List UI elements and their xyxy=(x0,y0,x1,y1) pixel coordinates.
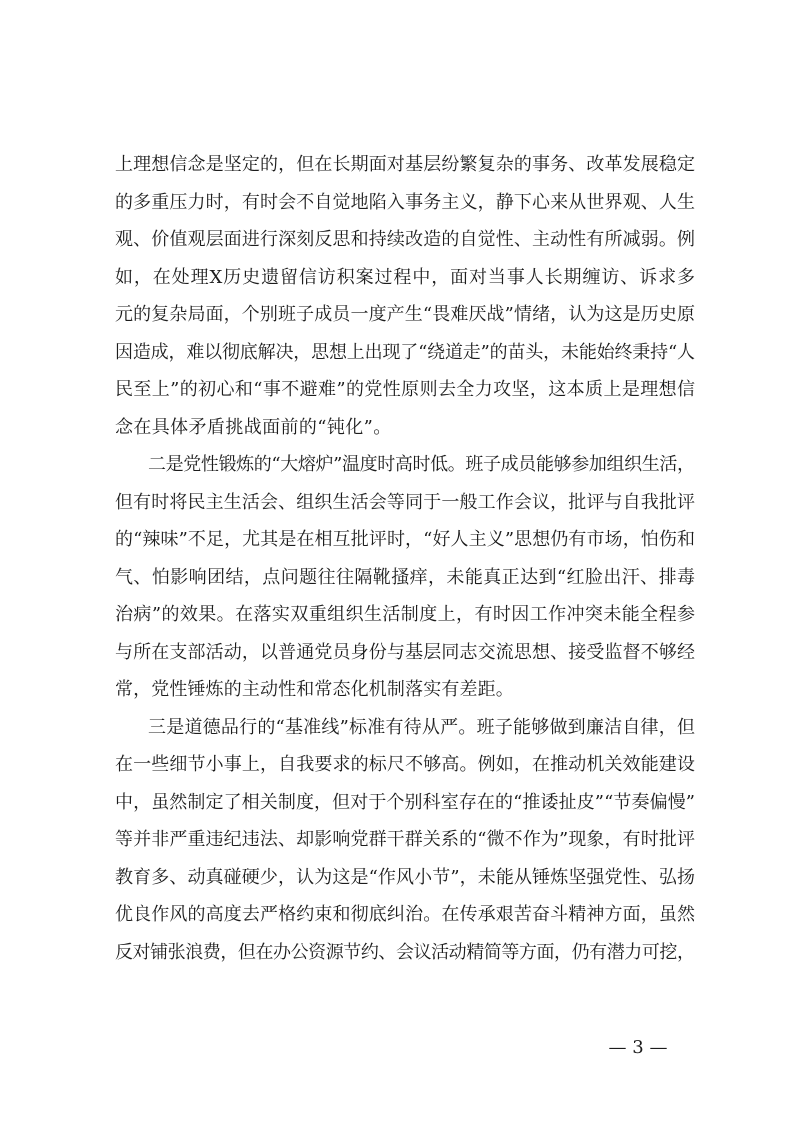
text-line xyxy=(115,221,695,259)
text-line xyxy=(115,184,695,222)
text-line xyxy=(115,371,695,409)
text-line-content: 等并非严重违纪违法、却影响党群干群关系的“微不作为”现象，有时批评 xyxy=(115,829,696,850)
text-line-content: 上理想信念是坚定的，但在长期面对基层纷繁复杂的事务、改革发展稳定 xyxy=(115,154,696,175)
text-line xyxy=(115,259,695,297)
text-line xyxy=(115,821,695,859)
text-line xyxy=(115,896,695,934)
paragraph-moral-conduct xyxy=(115,709,695,972)
text-line-content: 民至上”的初心和“事不避难”的党性原则去全力攻坚，这本质上是理想信 xyxy=(115,379,696,400)
text-line-content: 中，虽然制定了相关制度，但对于个别科室存在的“推诿扯皮”“节奏偏慢” xyxy=(115,791,696,813)
text-line xyxy=(115,409,695,447)
text-line-content: 元的复杂局面，个别班子成员一度产生“畏难厌战”情绪，认为这是历史原 xyxy=(115,304,696,325)
text-line xyxy=(115,671,695,709)
text-line-content: 在一些细节小事上，自我要求的标尺不够高。例如，在推动机关效能建设 xyxy=(115,754,696,775)
text-line xyxy=(115,559,695,597)
text-line-content: 如，在处理X历史遗留信访积案过程中，面对当事人长期缠访、诉求多 xyxy=(115,266,696,288)
text-line-content: 与所在支部活动，以普通党员身份与基层同志交流思想、接受监督不够经 xyxy=(115,641,696,663)
page-number: — 3 — xyxy=(608,1037,668,1058)
text-line xyxy=(115,934,695,972)
text-line-content: 因造成，难以彻底解决，思想上出现了“绕道走”的苗头，未能始终秉持“人 xyxy=(115,341,695,363)
text-line xyxy=(115,746,695,784)
text-line-content: 二是党性锻炼的“大熔炉”温度时高时低。班子成员能够参加组织生活， xyxy=(148,454,695,475)
text-line-content: 教育多、动真碰硬少，认为这是“作风小节”，未能从锤炼坚强党性、弘扬 xyxy=(115,866,696,888)
text-line-content: 治病”的效果。在落实双重组织生活制度上，有时因工作冲突未能全程参 xyxy=(115,604,696,625)
text-line xyxy=(115,784,695,822)
text-line-content: 三是道德品行的“基准线”标准有待从严。班子能够做到廉洁自律，但 xyxy=(148,716,696,738)
text-line xyxy=(115,146,695,184)
text-line-content: 常，党性锤炼的主动性和常态化机制落实有差距。 xyxy=(115,679,514,700)
text-line-content: 但有时将民主生活会、组织生活会等同于一般工作会议，批评与自我批评 xyxy=(115,491,696,513)
text-line-content: 反对铺张浪费，但在办公资源节约、会议活动精简等方面，仍有潜力可挖， xyxy=(115,941,695,963)
text-line xyxy=(115,709,695,747)
text-line-content: 气、怕影响团结，点问题往往隔靴搔痒，未能真正达到“红脸出汗、排毒 xyxy=(115,566,696,588)
text-line-content: 的多重压力时，有时会不自觉地陷入事务主义，静下心来从世界观、人生 xyxy=(115,191,696,213)
text-line-content: 观、价值观层面进行深刻反思和持续改造的自觉性、主动性有所减弱。例 xyxy=(115,229,696,250)
text-line-content: 念在具体矛盾挑战面前的“钝化”。 xyxy=(115,416,392,438)
text-line xyxy=(115,296,695,334)
text-line xyxy=(115,596,695,634)
text-line xyxy=(115,634,695,672)
text-line xyxy=(115,446,695,484)
text-line xyxy=(115,521,695,559)
text-line-content: 优良作风的高度去严格约束和彻底纠治。在传承艰苦奋斗精神方面，虽然 xyxy=(115,904,696,925)
text-line xyxy=(115,484,695,522)
text-line-content: 的“辣味”不足，尤其是在相互批评时，“好人主义”思想仍有市场，怕伤和 xyxy=(115,529,696,550)
text-line xyxy=(115,859,695,897)
paragraph-ideals xyxy=(115,146,695,446)
body-text xyxy=(115,146,695,971)
text-line xyxy=(115,334,695,372)
paragraph-party-spirit xyxy=(115,446,695,709)
